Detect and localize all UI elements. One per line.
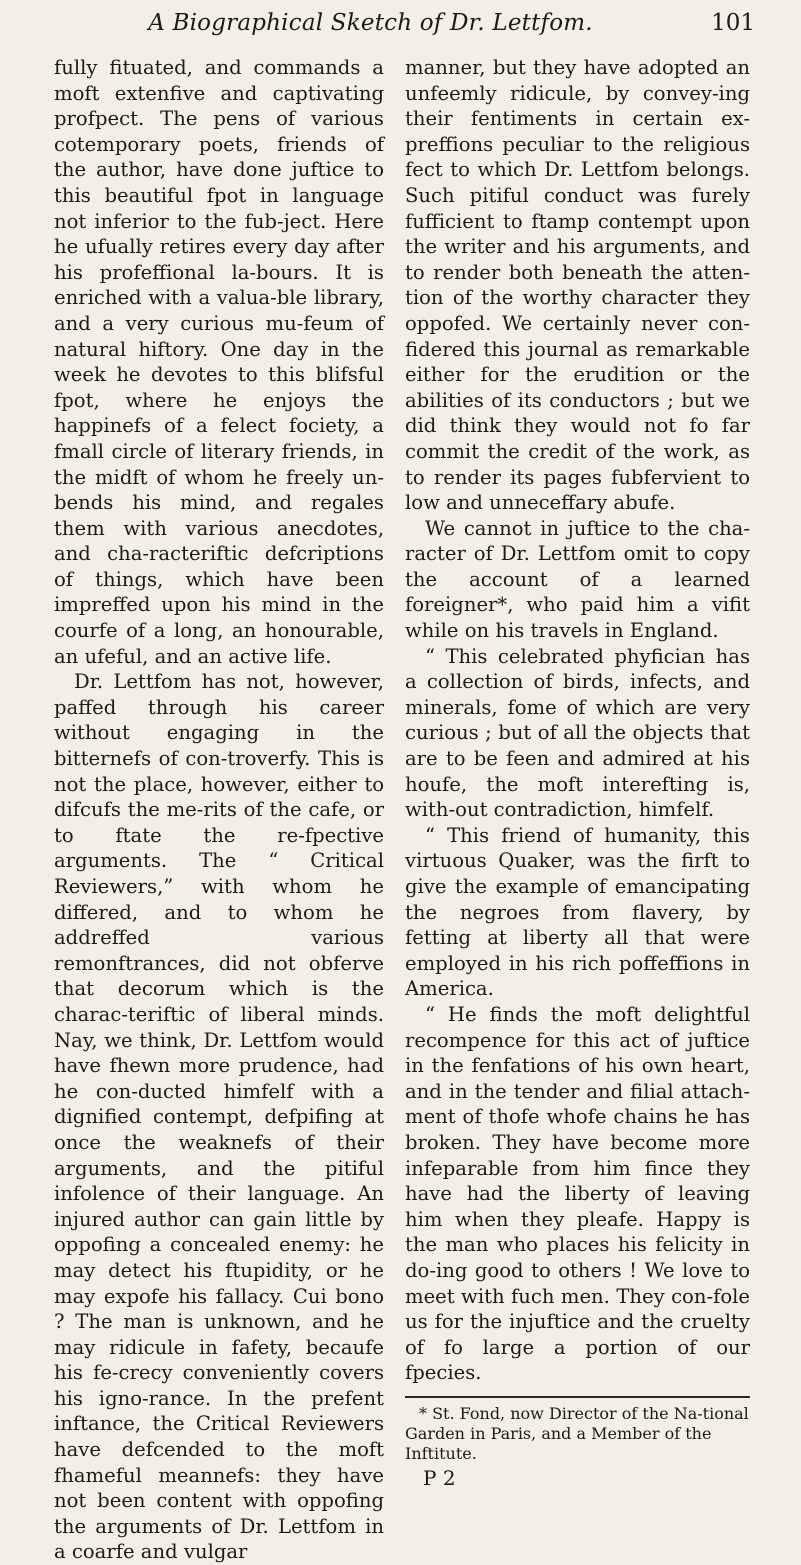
right-paragraph-2: We cannot in juftice to the cha-racter of Dr. Lettfom omit to copy the account of a learned foreigner*, who paid him a vifit while on his travels in England. (405, 516, 750, 643)
right-paragraph-1: manner, but they have adopted an unfeemly ridicule, by convey-ing their fentiments in certain ex-preffions peculiar to the religious fect to which Dr. Lettfom belongs. Such pitiful conduct was furely fufficient to ftamp contempt upon the writer and his arguments, and to render both beneath the atten-tion of the worthy character they oppofed. We certainly never con-fidered this journal as remarkable either for the erudition or the abilities of its conductors ; but we did think they would not fo far commit the credit of the work, as to render its pages fubfervient to low and unneceffary abufe. (405, 56, 750, 515)
left-column (54, 55, 384, 1565)
left-paragraph-1: fully fituated, and commands a moft extenfive and captivating profpect. The pens of various cotemporary poets, friends of the author, have done juftice to this beautiful fpot in language not inferior to the fub-ject. Here he ufually retires every day after his profeffional la-bours. It is enriched with a valua-ble library, and a very curious mu-feum of natural hiftory. One day in the week he devotes to this blifsful fpot, where he enjoys the happinefs of a felect fociety, a fmall circle of literary friends, in the midft of whom he freely un-bends his mind, and regales them with various anecdotes, and cha-racteriftic defcriptions of things, which have been impreffed upon his mind in the courfe of a long, an honourable, an ufeful, and an active life. (54, 56, 384, 668)
right-paragraph-3: “ This celebrated phyfician has a collection of birds, infects, and minerals, fome of which are very curious ; but of all the objects that are to be feen and admired at his houfe, the moft interefting is, with-out contradiction, himfelf. (405, 644, 750, 822)
running-title: A Biographical Sketch of Dr. Lettfom. (148, 10, 593, 36)
right-column (405, 55, 750, 1491)
right-paragraph-5: “ He finds the moft delightful recompence for this act of juftice in the fenfations of his own heart, and in the tender and filial attach-ment of thofe whofe chains he has broken. They have become more infeparable from him fince they have had the liberty of leaving him when they pleafe. Happy is the man who places his felicity in do-ing good to others ! We love to meet with fuch men. They con-fole us for the injuftice and the cruelty of fo large a portion of our fpecies. (405, 1002, 750, 1385)
page-header (60, 10, 761, 50)
right-paragraph-4: “ This friend of humanity, this virtuous Quaker, was the firft to give the example of emancipating the negroes from flavery, by fetting at liberty all that were employed in his rich poffeffions in America. (405, 823, 750, 1001)
signature-mark: P 2 (423, 1465, 456, 1490)
page-number: 101 (711, 10, 755, 36)
left-paragraph-2: Dr. Lettfom has not, however, paffed through his career without engaging in the bitternefs of con-troverfy. This is not the place, however, either to difcufs the me-rits of the cafe, or to ftate the re-fpective arguments. The “ Critical Reviewers,” with whom he differed, and to whom he addreffed various remonftrances, did not obferve that decorum which is the charac-teriftic of liberal minds. Nay, we think, Dr. Lettfom would have fhewn more prudence, had he con-ducted himfelf with a dignified contempt, defpifing at once the weaknefs of their arguments, and the pitiful infolence of their language. An injured author can gain little by oppofing a concealed enemy: he may detect his ftupidity, or he may expofe his fallacy. Cui bono ? The man is unknown, and he may ridicule in fafety, becaufe his fe-crecy conveniently covers his igno-rance. In the prefent inftance, the Critical Reviewers have defcended to the moft fhameful meannefs: they have not been content with oppofing the arguments of Dr. Lettfom in a coarfe and vulgar (54, 670, 384, 1564)
footnote-text: * St. Fond, now Director of the Na-tional Garden in Paris, and a Member of the Inftitute. (405, 1403, 749, 1463)
footnote (405, 1404, 750, 1464)
footnote-rule (405, 1396, 750, 1398)
